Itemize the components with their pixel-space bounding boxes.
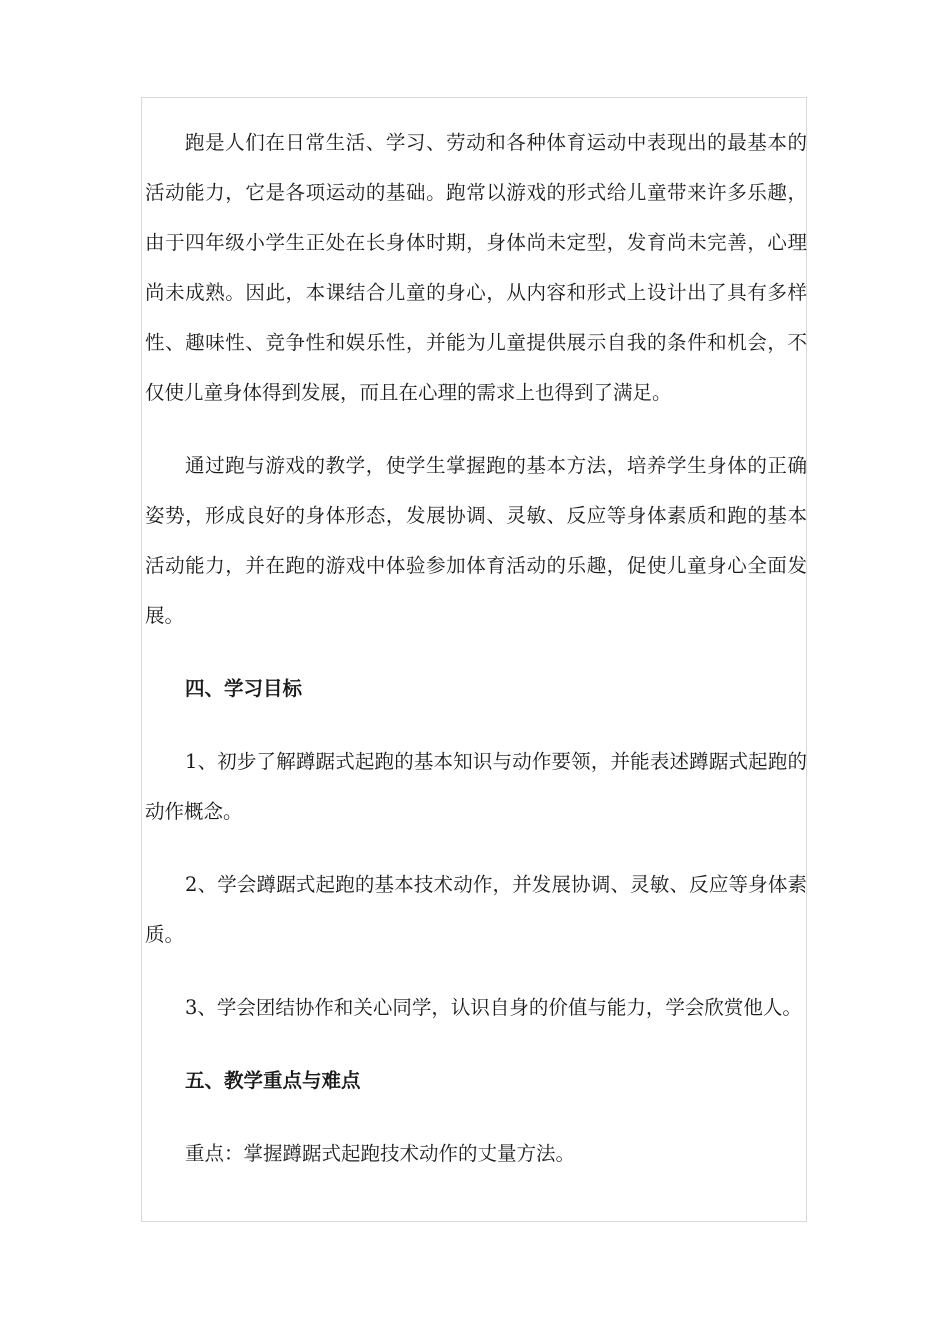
- goal-item: 3、学会团结协作和关心同学，认识自身的价值与能力，学会欣赏他人。: [185, 996, 802, 1019]
- goal-item: 1、初步了解蹲踞式起跑的基本知识与动作要领，并能表述蹲踞式起跑的动作概念。: [145, 750, 807, 823]
- intro-paragraph: 跑是人们在日常生活、学习、劳动和各种体育运动中表现出的最基本的活动能力，它是各项运动的基础。跑常以游戏的形式给儿童带来许多乐趣，由于四年级小学生正处在长身体时期，身体尚未定型，发育尚未完善，心理尚未成熟。因此，本课结合儿童的身心，从内容和形式上设计出了具有多样性、趣味性、竞争性和娱乐性，并能为儿童提供展示自我的条件和机会，不仅使儿童身体得到发展，而且在心理的需求上也得到了满足。: [145, 131, 807, 404]
- section-heading-goals: 四、学习目标: [185, 677, 303, 700]
- key-point-text: 重点：掌握蹲踞式起跑技术动作的丈量方法。: [185, 1142, 576, 1165]
- section-heading-key-points: 五、教学重点与难点: [185, 1069, 361, 1092]
- document-body: [145, 97, 807, 1179]
- goal-item: 2、学会蹲踞式起跑的基本技术动作，并发展协调、灵敏、反应等身体素质。: [145, 873, 807, 946]
- purpose-paragraph: 通过跑与游戏的教学，使学生掌握跑的基本方法，培养学生身体的正确姿势，形成良好的身体形态，发展协调、灵敏、反应等身体素质和跑的基本活动能力，并在跑的游戏中体验参加体育活动的乐趣，促使儿童身心全面发展。: [145, 454, 807, 627]
